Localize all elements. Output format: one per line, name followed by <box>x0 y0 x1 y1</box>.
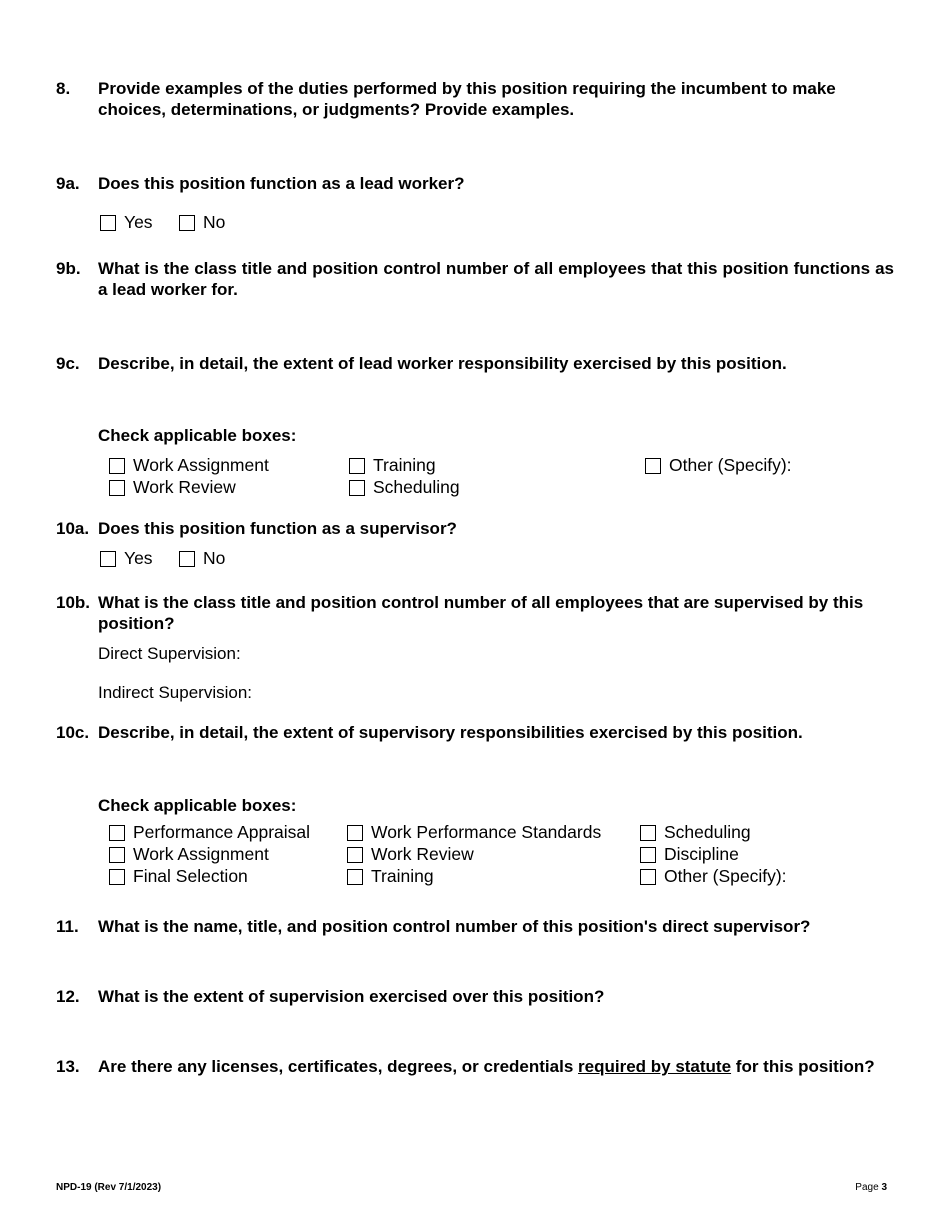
question-text: What is the class title and position control number of all employees that are supervised by this position? <box>98 593 864 633</box>
question-9c <box>56 353 894 374</box>
question-text: Describe, in detail, the extent of supervisory responsibilities exercised by this position. <box>98 723 803 742</box>
sup-check-scheduling[interactable] <box>640 822 751 843</box>
question-10b <box>56 592 894 634</box>
sup-check-work-performance-standards[interactable] <box>347 822 601 843</box>
checkbox-label: Work Performance Standards <box>371 822 602 842</box>
checkbox-label: Work Assignment <box>133 455 269 475</box>
question-number: 8. <box>56 79 71 98</box>
checkbox-label: No <box>203 212 226 232</box>
lead-check-training[interactable] <box>349 455 436 476</box>
lead-worker-no-checkbox[interactable] <box>179 212 225 233</box>
question-text: Does this position function as a lead worker? <box>98 174 465 193</box>
lead-check-other[interactable] <box>645 455 792 476</box>
checkbox-label: Yes <box>124 212 153 232</box>
question-10a <box>56 518 894 539</box>
sup-check-discipline[interactable] <box>640 844 739 865</box>
question-number: 9a. <box>56 174 80 193</box>
checkbox-label: Work Review <box>133 477 236 497</box>
checkbox-label: Other (Specify): <box>669 455 792 475</box>
checkbox-label: Scheduling <box>373 477 460 497</box>
question-13 <box>56 1056 894 1077</box>
checkbox-box[interactable] <box>179 551 195 567</box>
direct-supervision-field[interactable]: Direct Supervision: <box>98 644 241 663</box>
checkbox-label: Performance Appraisal <box>133 822 311 842</box>
checkbox-label: Yes <box>124 548 153 568</box>
checkbox-box[interactable] <box>100 551 116 567</box>
checkbox-box[interactable] <box>640 869 656 885</box>
checkbox-label: No <box>203 548 226 568</box>
question-12 <box>56 986 894 1007</box>
question-11 <box>56 916 894 937</box>
question-text: Does this position function as a supervisor? <box>98 519 457 538</box>
question-number: 10c. <box>56 723 90 742</box>
question-number: 10a. <box>56 519 90 538</box>
supervisor-yes-checkbox[interactable] <box>100 548 153 569</box>
question-text-part: Are there any licenses, certificates, degrees, or credentials <box>98 1057 579 1076</box>
lead-worker-yes-checkbox[interactable] <box>100 212 153 233</box>
question-text <box>98 1056 894 1077</box>
checkbox-box[interactable] <box>640 847 656 863</box>
checkbox-label: Training <box>373 455 436 475</box>
checkbox-box[interactable] <box>347 869 363 885</box>
page-number: 3 <box>881 1182 887 1193</box>
checkbox-label: Work Assignment <box>133 844 269 864</box>
checkbox-box[interactable] <box>347 847 363 863</box>
question-8 <box>56 78 894 120</box>
question-10c <box>56 722 894 743</box>
supervisor-no-checkbox[interactable] <box>179 548 225 569</box>
lead-check-work-assignment[interactable] <box>109 455 269 476</box>
question-text-part: for this position? <box>731 1057 875 1076</box>
question-number: 9b. <box>56 259 81 278</box>
sup-check-work-review[interactable] <box>347 844 474 865</box>
question-number: 9c. <box>56 354 80 373</box>
checkbox-box[interactable] <box>109 480 125 496</box>
checkbox-label: Scheduling <box>664 822 751 842</box>
checkbox-box[interactable] <box>109 869 125 885</box>
sup-check-training[interactable] <box>347 866 434 887</box>
question-number: 11. <box>56 917 79 936</box>
question-number: 13. <box>56 1057 80 1076</box>
checkbox-box[interactable] <box>349 458 365 474</box>
sup-check-work-assignment[interactable] <box>109 844 269 865</box>
form-id: NPD-19 (Rev 7/1/2023) <box>56 1182 162 1193</box>
question-9b <box>56 258 894 300</box>
indirect-supervision-field[interactable]: Indirect Supervision: <box>98 683 253 702</box>
checkbox-box[interactable] <box>349 480 365 496</box>
sup-check-final-selection[interactable] <box>109 866 248 887</box>
checkbox-box[interactable] <box>109 847 125 863</box>
checkbox-label: Discipline <box>664 844 739 864</box>
lead-checks-heading: Check applicable boxes: <box>98 426 297 445</box>
checkbox-box[interactable] <box>100 215 116 231</box>
checkbox-label: Training <box>371 866 434 886</box>
supervisor-checks-heading: Check applicable boxes: <box>98 796 297 815</box>
checkbox-label: Other (Specify): <box>664 866 787 886</box>
required-by-statute-emphasis: required by statute <box>578 1057 732 1076</box>
checkbox-box[interactable] <box>347 825 363 841</box>
question-text: What is the extent of supervision exercised over this position? <box>98 987 605 1006</box>
question-text: What is the class title and position control number of all employees that this position functions as a lead worker for. <box>98 259 894 299</box>
question-number: 10b. <box>56 593 91 612</box>
checkbox-box[interactable] <box>640 825 656 841</box>
checkbox-label: Final Selection <box>133 866 248 886</box>
page-indicator <box>855 1182 887 1193</box>
page-label: Page <box>855 1182 879 1193</box>
lead-check-work-review[interactable] <box>109 477 236 498</box>
question-text: What is the name, title, and position control number of this position's direct supervisor? <box>98 917 811 936</box>
lead-check-scheduling[interactable] <box>349 477 460 498</box>
question-text: Provide examples of the duties performed by this position requiring the incumbent to make choices, determinations, or judgments? Provide examples. <box>98 79 836 119</box>
checkbox-box[interactable] <box>109 458 125 474</box>
checkbox-box[interactable] <box>179 215 195 231</box>
checkbox-box[interactable] <box>109 825 125 841</box>
sup-check-performance-appraisal[interactable] <box>109 822 310 843</box>
checkbox-box[interactable] <box>645 458 661 474</box>
question-number: 12. <box>56 987 80 1006</box>
sup-check-other[interactable] <box>640 866 787 887</box>
question-text: Describe, in detail, the extent of lead worker responsibility exercised by this position. <box>98 354 787 373</box>
question-9a <box>56 173 894 194</box>
checkbox-label: Work Review <box>371 844 474 864</box>
